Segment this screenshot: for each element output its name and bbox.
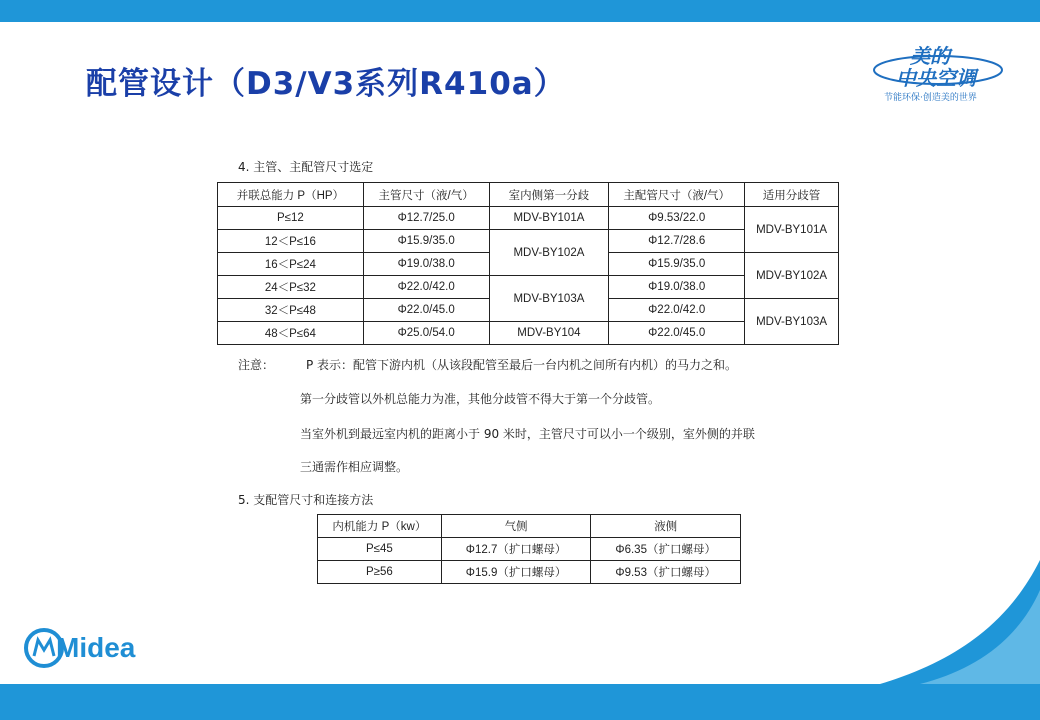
branch-cell: MDV-BY102A (745, 253, 839, 299)
midea-logo-text: Midea (56, 632, 136, 663)
table-row (318, 561, 741, 584)
header-cell: 内机能力 P（kw） (318, 515, 442, 538)
first-branch-cell: MDV-BY104 (489, 322, 609, 345)
top-accent-bar (0, 0, 1040, 22)
main-pipe-cell: Φ22.0/45.0 (363, 299, 489, 322)
branch-pipe-table (317, 514, 741, 584)
header-cell: 液侧 (591, 515, 741, 538)
header-cell: 气侧 (441, 515, 591, 538)
note-label: 注意： (238, 358, 275, 372)
table-row (218, 207, 839, 230)
page-title: 配管设计（D3/V3系列R410a） (86, 66, 566, 102)
note-line: 三通需作相应调整。 (300, 460, 409, 474)
note-line: P 表示：配管下游内机（从该段配管至最后一台内机之间所有内机）的马力之和。 (306, 358, 738, 372)
branch-cell: MDV-BY103A (745, 299, 839, 345)
section5-heading: 5. 支配管尺寸和连接方法 (238, 493, 374, 507)
liquid-side-cell: Φ6.35（扩口螺母） (591, 538, 741, 561)
table-row (318, 538, 741, 561)
sub-pipe-cell: Φ15.9/35.0 (609, 253, 745, 276)
liquid-side-cell: Φ9.53（扩口螺母） (591, 561, 741, 584)
header-cell: 主配管尺寸（液/气） (609, 183, 745, 207)
main-pipe-cell: Φ25.0/54.0 (363, 322, 489, 345)
first-branch-cell: MDV-BY101A (489, 207, 609, 230)
main-pipe-cell: Φ19.0/38.0 (363, 253, 489, 276)
sub-pipe-cell: Φ19.0/38.0 (609, 276, 745, 299)
capacity-cell: 12＜P≤16 (218, 230, 364, 253)
brand-logo-top (868, 40, 1018, 110)
first-branch-cell: MDV-BY103A (489, 276, 609, 322)
first-branch-cell: MDV-BY102A (489, 230, 609, 276)
capacity-cell: 24＜P≤32 (218, 276, 364, 299)
sub-pipe-cell: Φ22.0/45.0 (609, 322, 745, 345)
main-pipe-cell: Φ15.9/35.0 (363, 230, 489, 253)
branch-cell: MDV-BY101A (745, 207, 839, 253)
header-cell: 适用分歧管 (745, 183, 839, 207)
note-line: 第一分歧管以外机总能力为准，其他分歧管不得大于第一个分歧管。 (300, 392, 661, 406)
header-cell: 主管尺寸（液/气） (363, 183, 489, 207)
capacity-cell: 32＜P≤48 (218, 299, 364, 322)
header-cell: 室内侧第一分歧 (489, 183, 609, 207)
capacity-cell: 48＜P≤64 (218, 322, 364, 345)
brand-cn-line1: 美的 (910, 44, 950, 68)
main-pipe-table (217, 182, 839, 345)
header-cell: 并联总能力 P（HP） (218, 183, 364, 207)
brand-cn-line2: 中央空调 (896, 66, 976, 90)
main-pipe-cell: Φ12.7/25.0 (363, 207, 489, 230)
sub-pipe-cell: Φ12.7/28.6 (609, 230, 745, 253)
bottom-accent-bar (0, 684, 1040, 720)
gas-side-cell: Φ12.7（扩口螺母） (441, 538, 591, 561)
note-line: 当室外机到最远室内机的距离小于 90 米时，主管尺寸可以小一个级别，室外侧的并联 (300, 427, 755, 441)
capacity-cell: P≤45 (318, 538, 442, 561)
section4-heading: 4. 主管、主配管尺寸选定 (238, 160, 374, 174)
capacity-cell: 16＜P≤24 (218, 253, 364, 276)
brand-slogan: 节能环保·创造美的世界 (884, 93, 977, 103)
capacity-cell: P≤12 (218, 207, 364, 230)
table-header-row (218, 183, 839, 207)
sub-pipe-cell: Φ9.53/22.0 (609, 207, 745, 230)
sub-pipe-cell: Φ22.0/42.0 (609, 299, 745, 322)
table-header-row (318, 515, 741, 538)
gas-side-cell: Φ15.9（扩口螺母） (441, 561, 591, 584)
capacity-cell: P≥56 (318, 561, 442, 584)
main-pipe-cell: Φ22.0/42.0 (363, 276, 489, 299)
